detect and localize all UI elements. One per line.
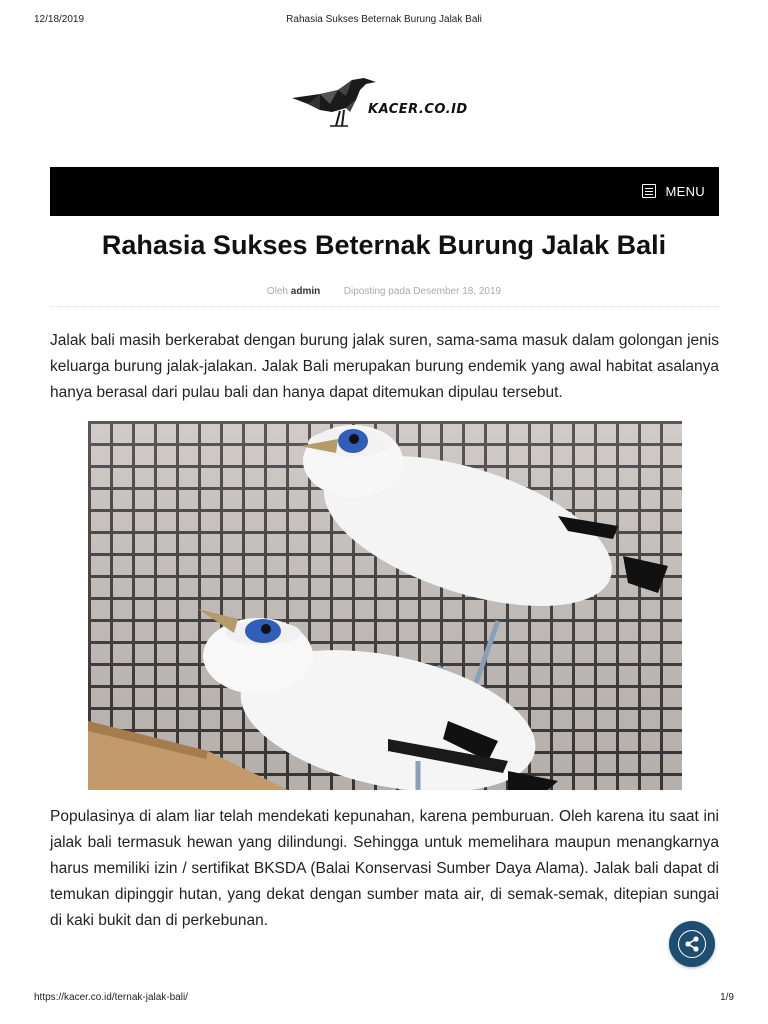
print-doc-title: Rahasia Sukses Beternak Burung Jalak Bali bbox=[286, 14, 482, 25]
meta-by-prefix: Oleh bbox=[266, 286, 288, 297]
menu-button[interactable] bbox=[642, 181, 705, 201]
print-date: 12/18/2019 bbox=[34, 14, 85, 25]
menu-label: MENU bbox=[665, 183, 705, 199]
bird-icon bbox=[290, 72, 380, 132]
print-url: https://kacer.co.id/ternak-jalak-bali/ bbox=[34, 992, 188, 1003]
meta-posted-date: Diposting pada Desember 18, 2019 bbox=[343, 286, 502, 297]
article-paragraph-2: Populasinya di alam liar telah mendekati kepunahan, karena pemburuan. Oleh karena itu saat ini jalak bali termasuk hewan yang dilindungi. Sehingga untuk memelihara maupun menangkarnya harus memiliki izin / sertifikat BKSDA (Balai Konservasi Sumber Daya Alama). Jalak bali dapat di temukan dipinggir hutan, yang dekat dengan sumber mata air, di semak-semak, ditepian sungai di kaki bukit dan di perkebunan. bbox=[50, 808, 719, 929]
print-page-number: 1/9 bbox=[720, 992, 734, 1003]
main-navbar bbox=[50, 167, 719, 216]
hamburger-icon bbox=[642, 184, 656, 198]
site-logo[interactable] bbox=[290, 72, 480, 132]
meta-author-link[interactable]: admin bbox=[290, 286, 321, 297]
share-button[interactable] bbox=[669, 921, 715, 967]
article-meta bbox=[0, 286, 768, 297]
article-title: Rahasia Sukses Beternak Burung Jalak Bali bbox=[101, 230, 667, 260]
article-photo bbox=[88, 421, 682, 790]
logo-text: KACER.CO.ID bbox=[368, 102, 468, 117]
print-footer bbox=[0, 992, 768, 1006]
meta-divider bbox=[50, 306, 719, 307]
print-header bbox=[0, 14, 768, 28]
share-icon bbox=[682, 934, 702, 954]
article-paragraph-1: Jalak bali masih berkerabat dengan burung jalak suren, sama-sama masuk dalam golongan jenis keluarga burung jalak-jalakan. Jalak Bali merupakan burung endemik yang awal habitat asalanya hanya berasal dari pulau bali dan hanya dapat ditemukan dipulau tersebut. bbox=[50, 332, 719, 401]
